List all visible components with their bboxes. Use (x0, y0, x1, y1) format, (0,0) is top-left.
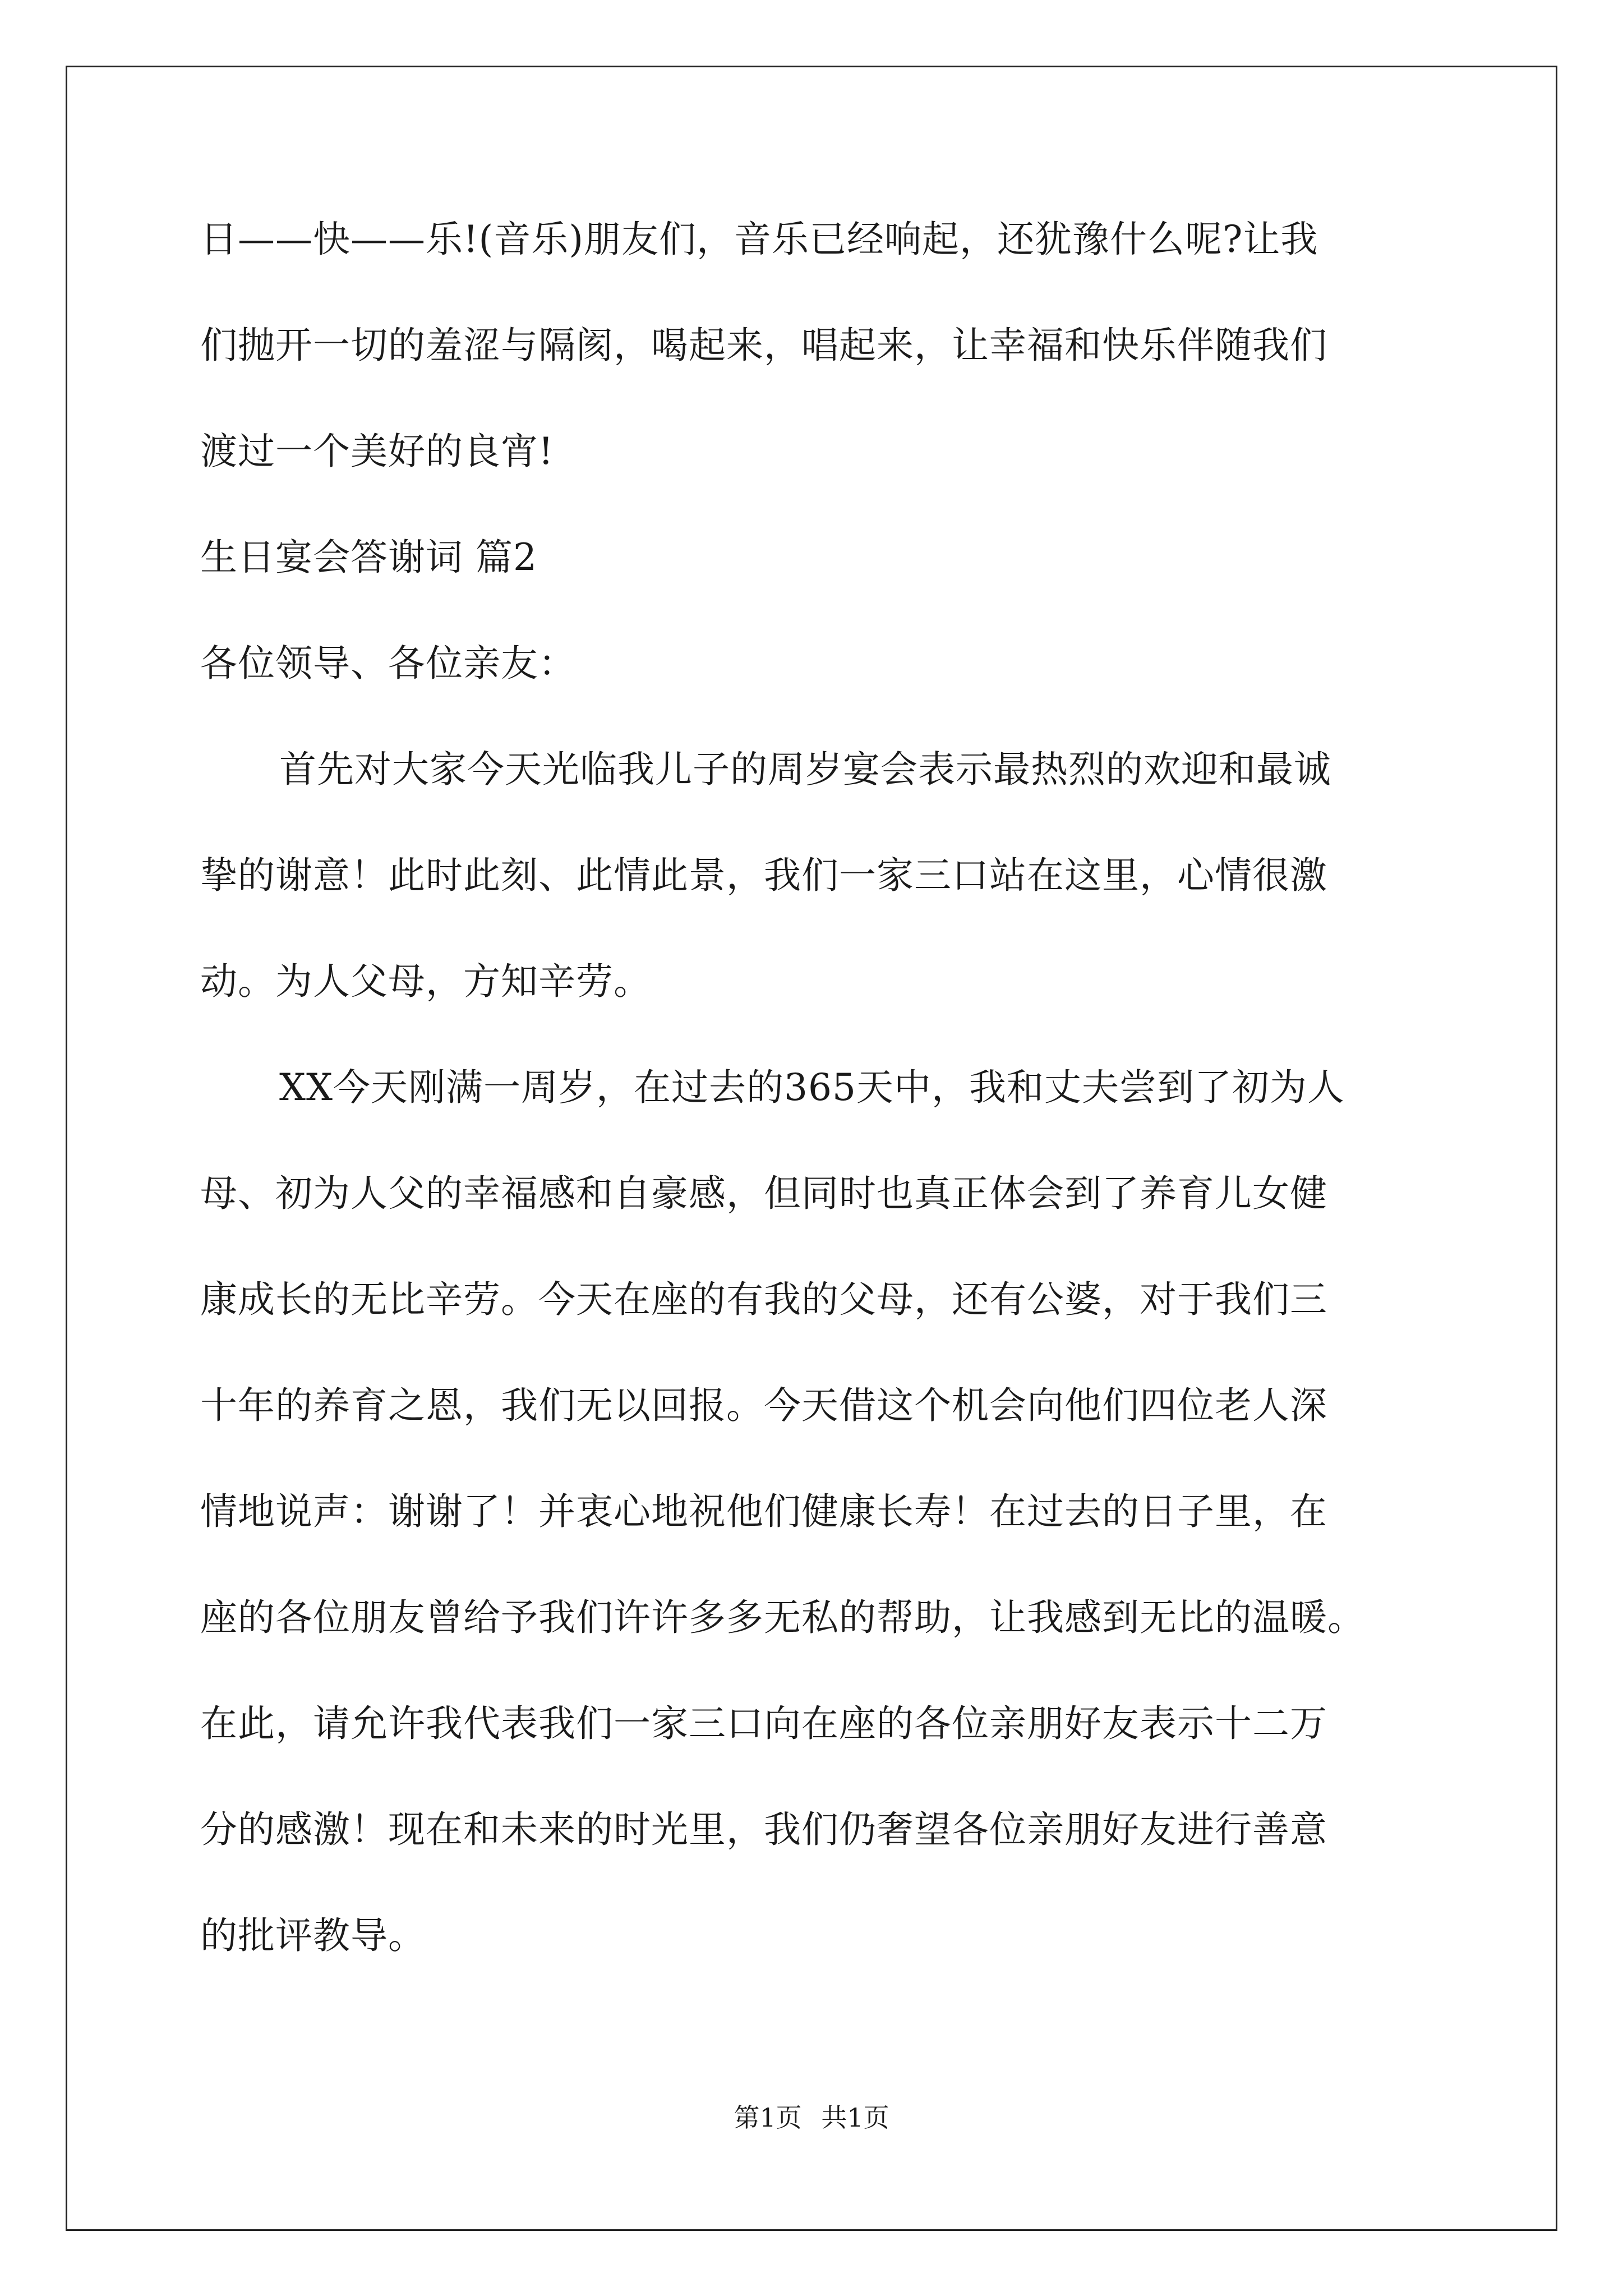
salutation: 各位领导、各位亲友： (200, 642, 576, 685)
paragraph2-line-5: 情地说声：谢谢了！并衷心地祝他们健康长寿！在过去的日子里，在 (200, 1490, 1327, 1533)
page-number-total: 共1页 (821, 2102, 889, 2133)
paragraph2-line-4: 十年的养育之恩，我们无以回报。今天借这个机会向他们四位老人深 (200, 1384, 1327, 1427)
paragraph2-line-6: 座的各位朋友曾给予我们许许多多无私的帮助，让我感到无比的温暖。 (200, 1596, 1365, 1639)
paragraph2-line-9: 的批评教导。 (200, 1914, 426, 1957)
paragraph2-line-2: 母、初为人父的幸福感和自豪感，但同时也真正体会到了养育儿女健 (200, 1172, 1327, 1215)
section-title: 生日宴会答谢词 篇2 (200, 536, 537, 579)
paragraph1-line-1: 首先对大家今天光临我儿子的周岁宴会表示最热烈的欢迎和最诚 (279, 748, 1331, 791)
page-number-current: 第1页 (734, 2102, 802, 2133)
page-footer (0, 2102, 1623, 2133)
paragraph1-line-2: 挚的谢意！此时此刻、此情此景，我们一家三口站在这里，心情很激 (200, 854, 1327, 897)
document-body (200, 213, 1434, 1962)
paragraph2-line-1: XX今天刚满一周岁，在过去的365天中，我和丈夫尝到了初为人 (279, 1066, 1345, 1109)
paragraph2-line-3: 康成长的无比辛劳。今天在座的有我的父母，还有公婆，对于我们三 (200, 1278, 1327, 1321)
intro-line-1: 日——快——乐!(音乐)朋友们，音乐已经响起，还犹豫什么呢?让我 (200, 218, 1318, 261)
paragraph2-line-8: 分的感激！现在和未来的时光里，我们仍奢望各位亲朋好友进行善意 (200, 1808, 1327, 1851)
paragraph1-line-3: 动。为人父母，方知辛劳。 (200, 960, 651, 1003)
paragraph2-line-7: 在此，请允许我代表我们一家三口向在座的各位亲朋好友表示十二万 (200, 1702, 1327, 1745)
intro-line-2: 们抛开一切的羞涩与隔阂，喝起来，唱起来，让幸福和快乐伴随我们 (200, 324, 1327, 367)
intro-line-3: 渡过一个美好的良宵! (200, 430, 554, 473)
